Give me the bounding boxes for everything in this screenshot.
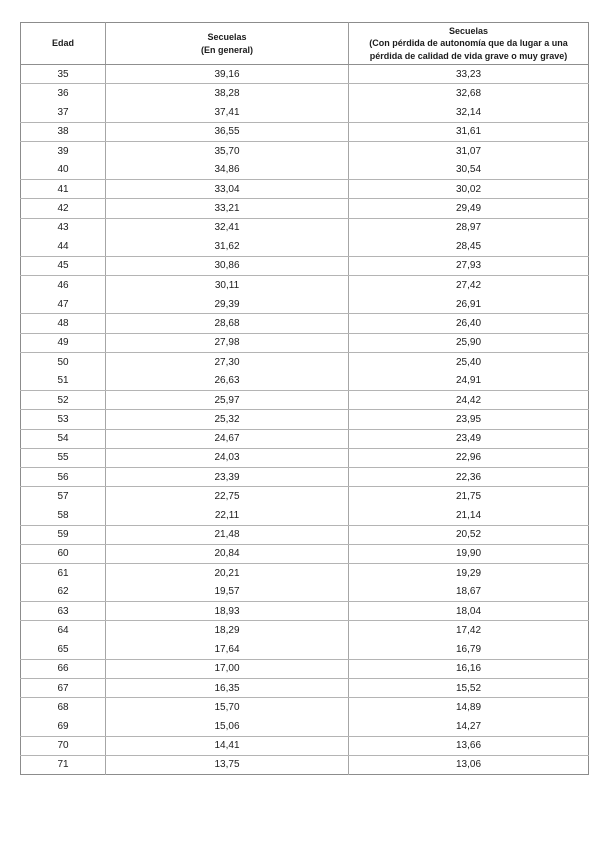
edad-cell: 36 [21, 84, 106, 103]
header-secuelas-general [106, 23, 349, 65]
general-cell: 20,21 [106, 563, 349, 582]
table-row [21, 180, 589, 199]
severe-cell: 19,90 [349, 544, 589, 563]
general-cell: 39,16 [106, 65, 349, 84]
edad-cell: 42 [21, 199, 106, 218]
general-cell: 33,04 [106, 180, 349, 199]
edad-cell: 55 [21, 448, 106, 467]
edad-cell: 62 [21, 583, 106, 602]
table-row [21, 583, 589, 602]
edad-cell: 44 [21, 237, 106, 256]
general-cell: 18,93 [106, 602, 349, 621]
table-row [21, 621, 589, 640]
table-row [21, 276, 589, 295]
edad-cell: 56 [21, 467, 106, 486]
severe-cell: 30,02 [349, 180, 589, 199]
severe-cell: 23,95 [349, 410, 589, 429]
general-cell: 31,62 [106, 237, 349, 256]
general-cell: 16,35 [106, 679, 349, 698]
edad-cell: 69 [21, 717, 106, 736]
general-cell: 15,06 [106, 717, 349, 736]
general-cell: 24,03 [106, 448, 349, 467]
edad-cell: 45 [21, 256, 106, 275]
general-cell: 26,63 [106, 372, 349, 391]
general-cell: 15,70 [106, 698, 349, 717]
edad-cell: 64 [21, 621, 106, 640]
severe-cell: 14,89 [349, 698, 589, 717]
general-cell: 30,86 [106, 256, 349, 275]
general-cell: 17,00 [106, 659, 349, 678]
severe-cell: 16,16 [349, 659, 589, 678]
table-row [21, 544, 589, 563]
general-cell: 17,64 [106, 640, 349, 659]
edad-cell: 39 [21, 141, 106, 160]
table-row [21, 659, 589, 678]
table-row [21, 295, 589, 314]
edad-cell: 40 [21, 160, 106, 179]
edad-cell: 65 [21, 640, 106, 659]
severe-cell: 33,23 [349, 65, 589, 84]
general-cell: 35,70 [106, 141, 349, 160]
table-row [21, 352, 589, 371]
general-cell: 25,97 [106, 391, 349, 410]
general-cell: 37,41 [106, 103, 349, 122]
header-secuelas-severe-line2: (Con pérdida de autonomía que da lugar a una pérdida de calidad de vida grave o muy grave) [369, 38, 568, 61]
table-row [21, 506, 589, 525]
edad-cell: 63 [21, 602, 106, 621]
general-cell: 22,75 [106, 487, 349, 506]
edad-cell: 57 [21, 487, 106, 506]
edad-cell: 67 [21, 679, 106, 698]
table-row [21, 429, 589, 448]
table-row [21, 141, 589, 160]
table-row [21, 218, 589, 237]
severe-cell: 13,06 [349, 755, 589, 774]
header-secuelas-general-line1: Secuelas [207, 32, 247, 43]
general-cell: 27,98 [106, 333, 349, 352]
general-cell: 25,32 [106, 410, 349, 429]
severe-cell: 20,52 [349, 525, 589, 544]
general-cell: 23,39 [106, 467, 349, 486]
severe-cell: 22,36 [349, 467, 589, 486]
table-header [21, 23, 589, 65]
edad-cell: 51 [21, 372, 106, 391]
table-row [21, 237, 589, 256]
general-cell: 19,57 [106, 583, 349, 602]
table-row [21, 160, 589, 179]
edad-cell: 58 [21, 506, 106, 525]
edad-cell: 38 [21, 122, 106, 141]
table-row [21, 755, 589, 774]
table-row [21, 525, 589, 544]
general-cell: 38,28 [106, 84, 349, 103]
general-cell: 36,55 [106, 122, 349, 141]
edad-cell: 47 [21, 295, 106, 314]
severe-cell: 29,49 [349, 199, 589, 218]
header-secuelas-severe-line1: Secuelas [448, 26, 489, 37]
table-row [21, 602, 589, 621]
edad-cell: 60 [21, 544, 106, 563]
edad-cell: 46 [21, 276, 106, 295]
table-row [21, 563, 589, 582]
edad-cell: 54 [21, 429, 106, 448]
edad-cell: 68 [21, 698, 106, 717]
severe-cell: 13,66 [349, 736, 589, 755]
severe-cell: 22,96 [349, 448, 589, 467]
severe-cell: 28,97 [349, 218, 589, 237]
table-body [21, 65, 589, 775]
edad-cell: 66 [21, 659, 106, 678]
table-row [21, 448, 589, 467]
edad-cell: 70 [21, 736, 106, 755]
severe-cell: 23,49 [349, 429, 589, 448]
severe-cell: 27,42 [349, 276, 589, 295]
severe-cell: 14,27 [349, 717, 589, 736]
table-row [21, 391, 589, 410]
general-cell: 14,41 [106, 736, 349, 755]
header-secuelas-severe [349, 23, 589, 65]
severe-cell: 24,91 [349, 372, 589, 391]
table-row [21, 487, 589, 506]
severe-cell: 30,54 [349, 160, 589, 179]
severe-cell: 32,14 [349, 103, 589, 122]
edad-cell: 49 [21, 333, 106, 352]
severe-cell: 31,61 [349, 122, 589, 141]
header-edad [21, 23, 106, 65]
severe-cell: 17,42 [349, 621, 589, 640]
table-row [21, 736, 589, 755]
edad-cell: 50 [21, 352, 106, 371]
edad-cell: 37 [21, 103, 106, 122]
table-row [21, 640, 589, 659]
table-row [21, 698, 589, 717]
general-cell: 34,86 [106, 160, 349, 179]
severe-cell: 26,40 [349, 314, 589, 333]
edad-cell: 61 [21, 563, 106, 582]
edad-cell: 35 [21, 65, 106, 84]
table-row [21, 333, 589, 352]
severe-cell: 25,90 [349, 333, 589, 352]
severe-cell: 28,45 [349, 237, 589, 256]
table-row [21, 103, 589, 122]
general-cell: 13,75 [106, 755, 349, 774]
general-cell: 33,21 [106, 199, 349, 218]
edad-cell: 43 [21, 218, 106, 237]
severe-cell: 21,14 [349, 506, 589, 525]
general-cell: 22,11 [106, 506, 349, 525]
severe-cell: 27,93 [349, 256, 589, 275]
severe-cell: 26,91 [349, 295, 589, 314]
table-row [21, 84, 589, 103]
general-cell: 18,29 [106, 621, 349, 640]
severe-cell: 16,79 [349, 640, 589, 659]
edad-cell: 59 [21, 525, 106, 544]
general-cell: 32,41 [106, 218, 349, 237]
general-cell: 24,67 [106, 429, 349, 448]
general-cell: 30,11 [106, 276, 349, 295]
header-edad-label: Edad [51, 38, 74, 49]
table-row [21, 410, 589, 429]
edad-cell: 52 [21, 391, 106, 410]
severe-cell: 31,07 [349, 141, 589, 160]
table-row [21, 717, 589, 736]
severe-cell: 25,40 [349, 352, 589, 371]
severe-cell: 32,68 [349, 84, 589, 103]
table-row [21, 314, 589, 333]
edad-cell: 41 [21, 180, 106, 199]
severe-cell: 18,04 [349, 602, 589, 621]
general-cell: 28,68 [106, 314, 349, 333]
table-row [21, 122, 589, 141]
header-secuelas-general-line2: (En general) [200, 44, 253, 55]
general-cell: 21,48 [106, 525, 349, 544]
header-row [21, 23, 589, 65]
general-cell: 20,84 [106, 544, 349, 563]
severe-cell: 24,42 [349, 391, 589, 410]
table-row [21, 679, 589, 698]
severe-cell: 21,75 [349, 487, 589, 506]
edad-cell: 48 [21, 314, 106, 333]
general-cell: 27,30 [106, 352, 349, 371]
edad-cell: 71 [21, 755, 106, 774]
secuelas-table [20, 22, 589, 775]
table-row [21, 467, 589, 486]
severe-cell: 19,29 [349, 563, 589, 582]
table-row [21, 372, 589, 391]
table-row [21, 256, 589, 275]
table-row [21, 65, 589, 84]
severe-cell: 15,52 [349, 679, 589, 698]
table-row [21, 199, 589, 218]
severe-cell: 18,67 [349, 583, 589, 602]
general-cell: 29,39 [106, 295, 349, 314]
edad-cell: 53 [21, 410, 106, 429]
